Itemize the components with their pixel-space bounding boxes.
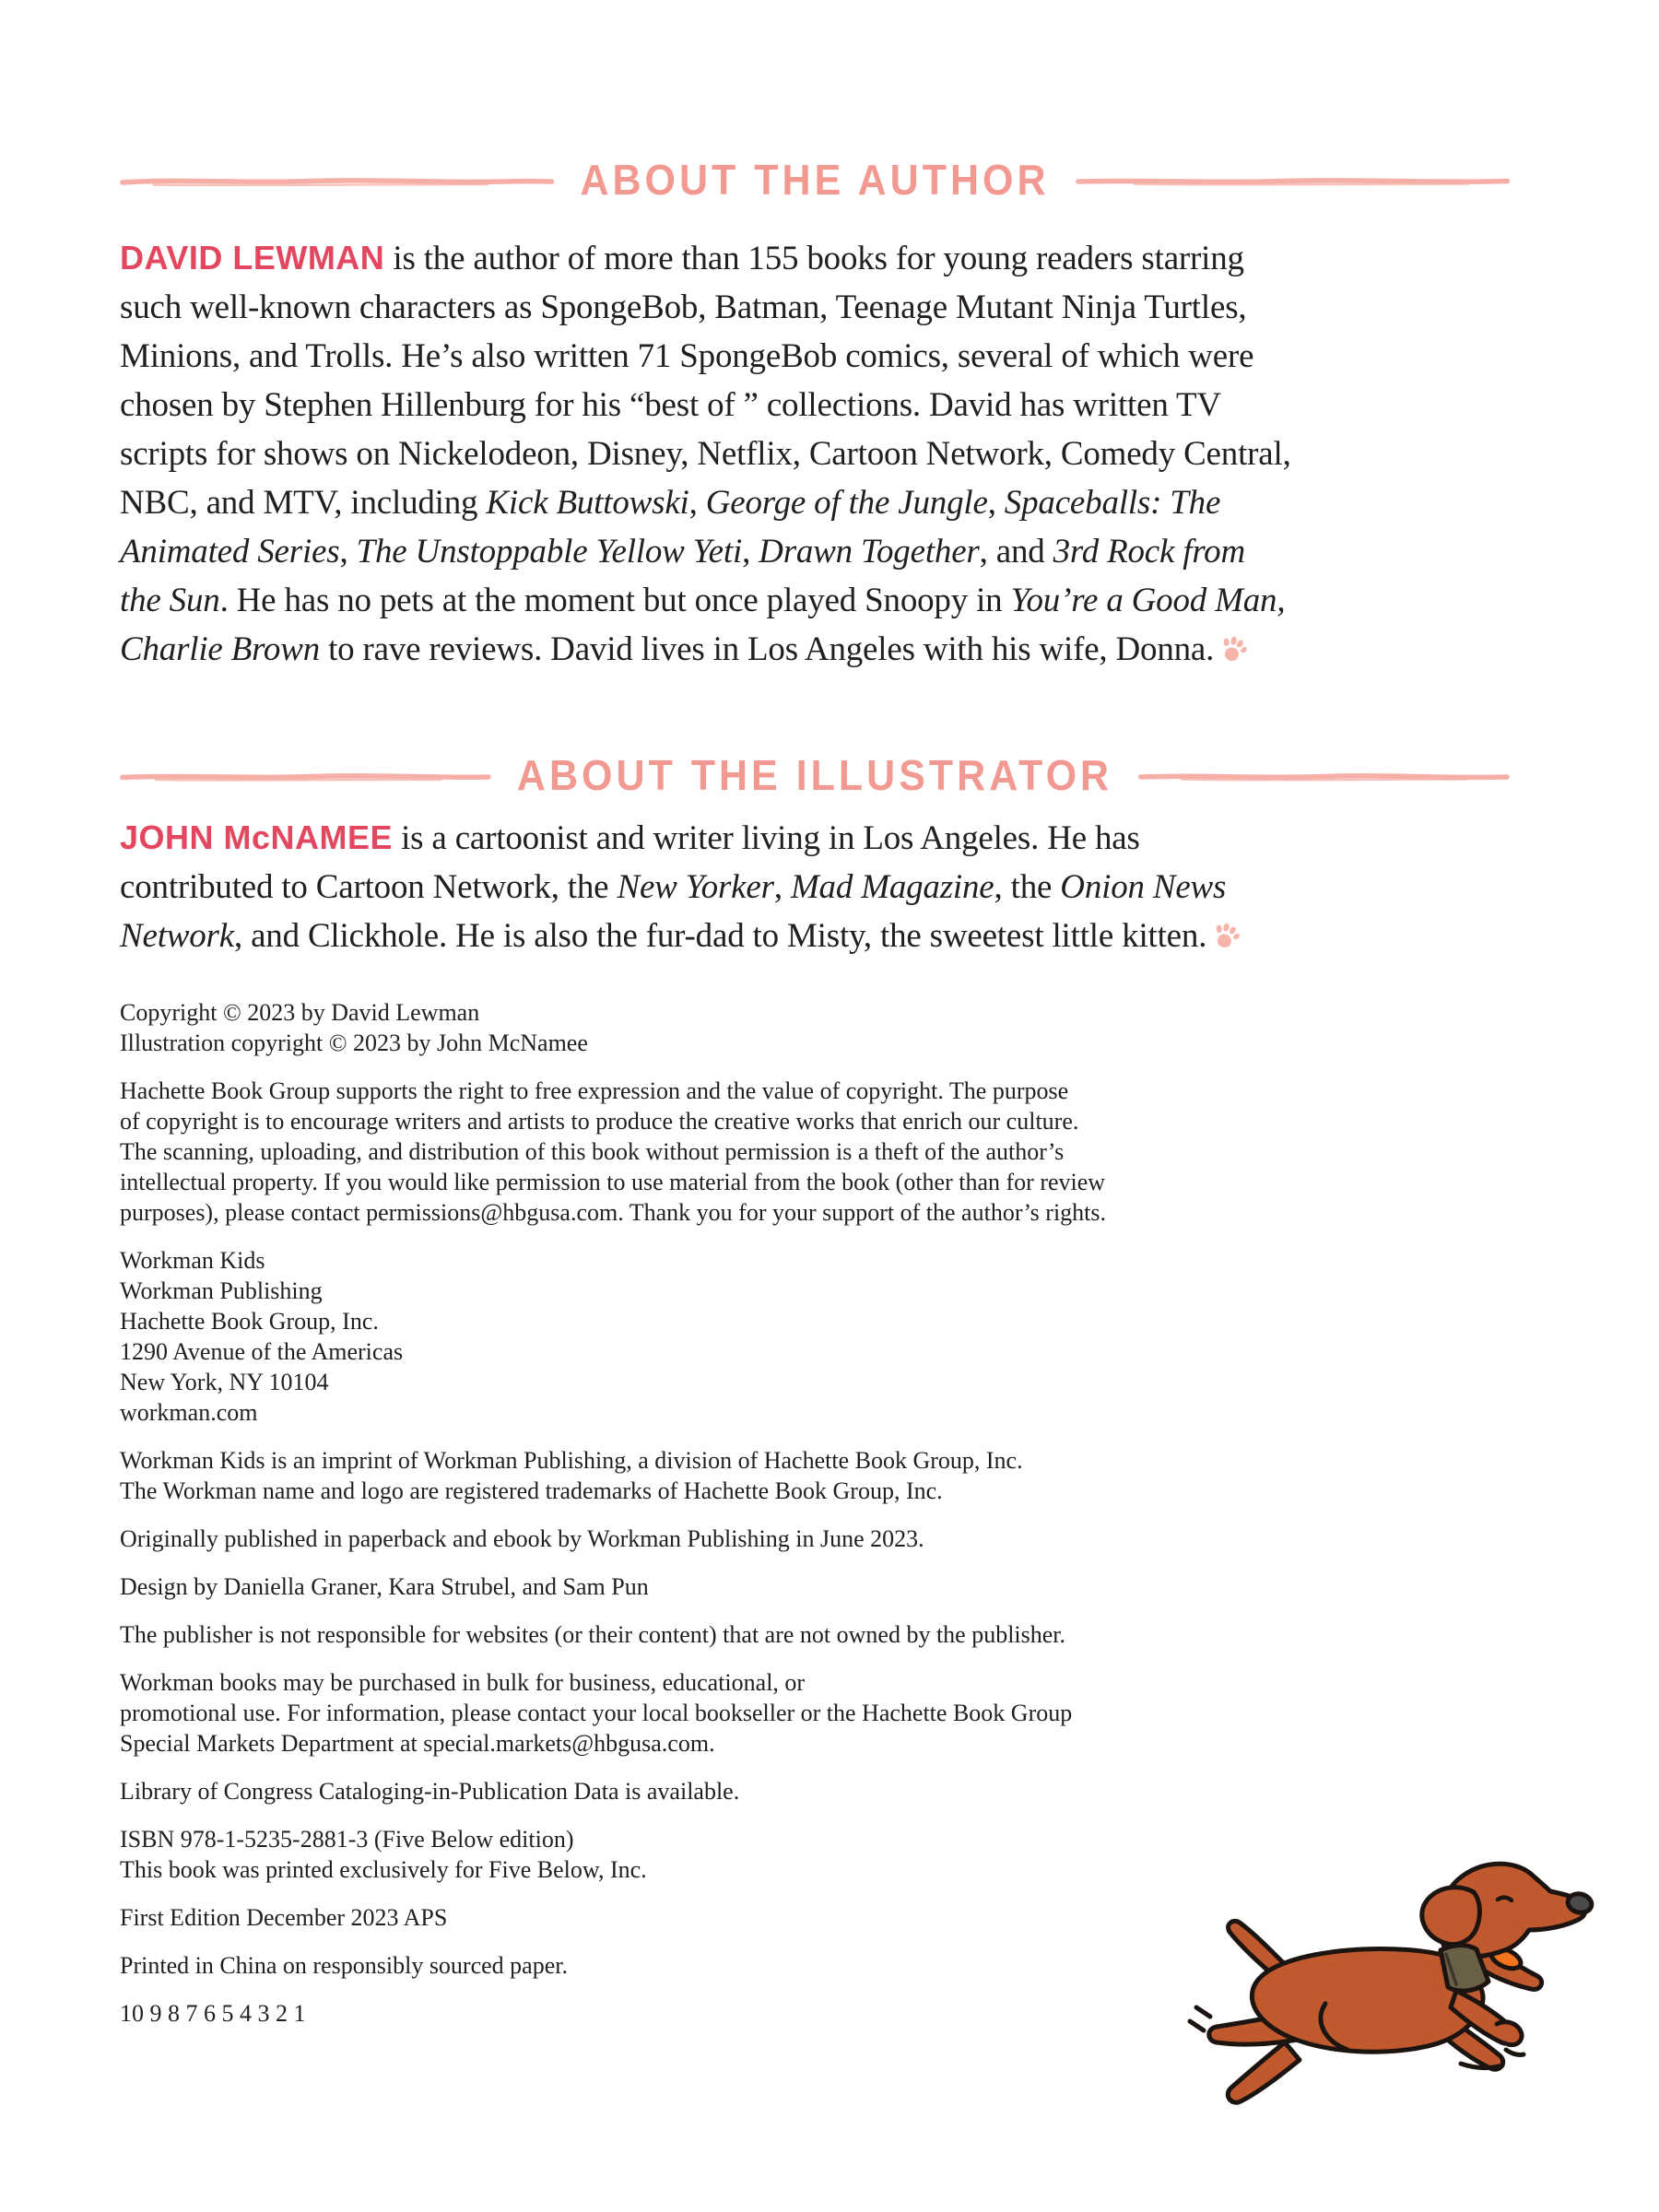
printing-note: Printed in China on responsibly sourced paper. [120,1952,568,1979]
about-the-illustrator-header [120,754,1510,799]
about-the-author-header [120,159,1510,204]
design-credit: Design by Daniella Graner, Kara Strubel, and Sam Pun [120,1573,649,1600]
bulk-purchase-note: Workman books may be purchased in bulk for business, educational, or promotional use. For information, please contact your local bookseller or the Hachette Book Group Special Markets Department at special.markets@hbgusa.com. [120,1669,1073,1757]
edition-note: First Edition December 2023 APS [120,1904,448,1931]
print-run-numbers: 10 9 8 7 6 5 4 3 2 1 [120,2000,306,2027]
website-disclaimer: The publisher is not responsible for websites (or their content) that are not owned by the publisher. [120,1621,1066,1648]
author-bio-paragraph: DAVID LEWMAN is the author of more than 155 books for young readers starring such well-known characters as SpongeBob, Batman, Teenage Mutant Ninja Turtles, Minions, and Trolls. He’s also written 71 SpongeBob comics, several of which were chosen by Stephen Hillenburg for his “best of ” collections. David has written TV scripts for shows on Nickelodeon, Disney, Netflix, Cartoon Network, Comedy Central, NBC, and MTV, including Kick Buttowski, George of the Jungle, Spaceballs: The Animated Series, The Unstoppable Yellow Yeti, Drawn Together, and 3rd Rock from the Sun. He has no pets at the moment but once played Snoopy in You’re a Good Man, Charlie Brown to rave reviews. David lives in Los Angeles with his wife, Donna. [120,239,1291,668]
illustrator-bio-paragraph: JOHN McNAMEE is a cartoonist and writer living in Los Angeles. He has contributed to Cartoon Network, the New Yorker, Mad Magazine, the Onion News Network, and Clickhole. He is also the fur-dad to Misty, the sweetest little kitten. [120,813,1544,960]
rights-statement: Hachette Book Group supports the right to free expression and the value of copyright. The purpose of copyright is to encourage writers and artists to produce the creative works that enrich our culture. The scanning, uploading, and distribution of this book without permission is a theft of the author’s intellectual property. If you would like permission to use material from the book (other than for review purposes), please contact permissions@hbgusa.com. Thank you for your support of the author’s rights. [120,1077,1107,1226]
decorative-rule-right [1076,174,1510,189]
copyright-notice: Copyright © 2023 by David Lewman Illustration copyright © 2023 by John McNamee [120,999,588,1056]
library-of-congress-note: Library of Congress Cataloging-in-Publication Data is available. [120,1778,740,1805]
section-title: ABOUT THE ILLUSTRATOR [516,752,1113,800]
decorative-rule-left [120,770,491,784]
paw-print-icon [1210,923,1241,950]
isbn-block: ISBN 978-1-5235-2881-3 (Five Below edition) This book was printed exclusively for Five Below, Inc. [120,1826,647,1883]
decorative-rule-left [120,174,554,189]
paw-print-icon [1218,636,1249,664]
imprint-statement: Workman Kids is an imprint of Workman Publishing, a division of Hachette Book Group, Inc. The Workman name and logo are registered trademarks of Hachette Book Group, Inc. [120,1447,1023,1504]
decorative-rule-right [1138,770,1510,784]
original-publication-note: Originally published in paperback and ebook by Workman Publishing in June 2023. [120,1525,924,1552]
publisher-address: Workman Kids Workman Publishing Hachette Book Group, Inc. 1290 Avenue of the Americas New York, NY 10104 workman.com [120,1247,404,1426]
running-dog-illustration [1169,1836,1657,2140]
section-title: ABOUT THE AUTHOR [580,157,1050,205]
